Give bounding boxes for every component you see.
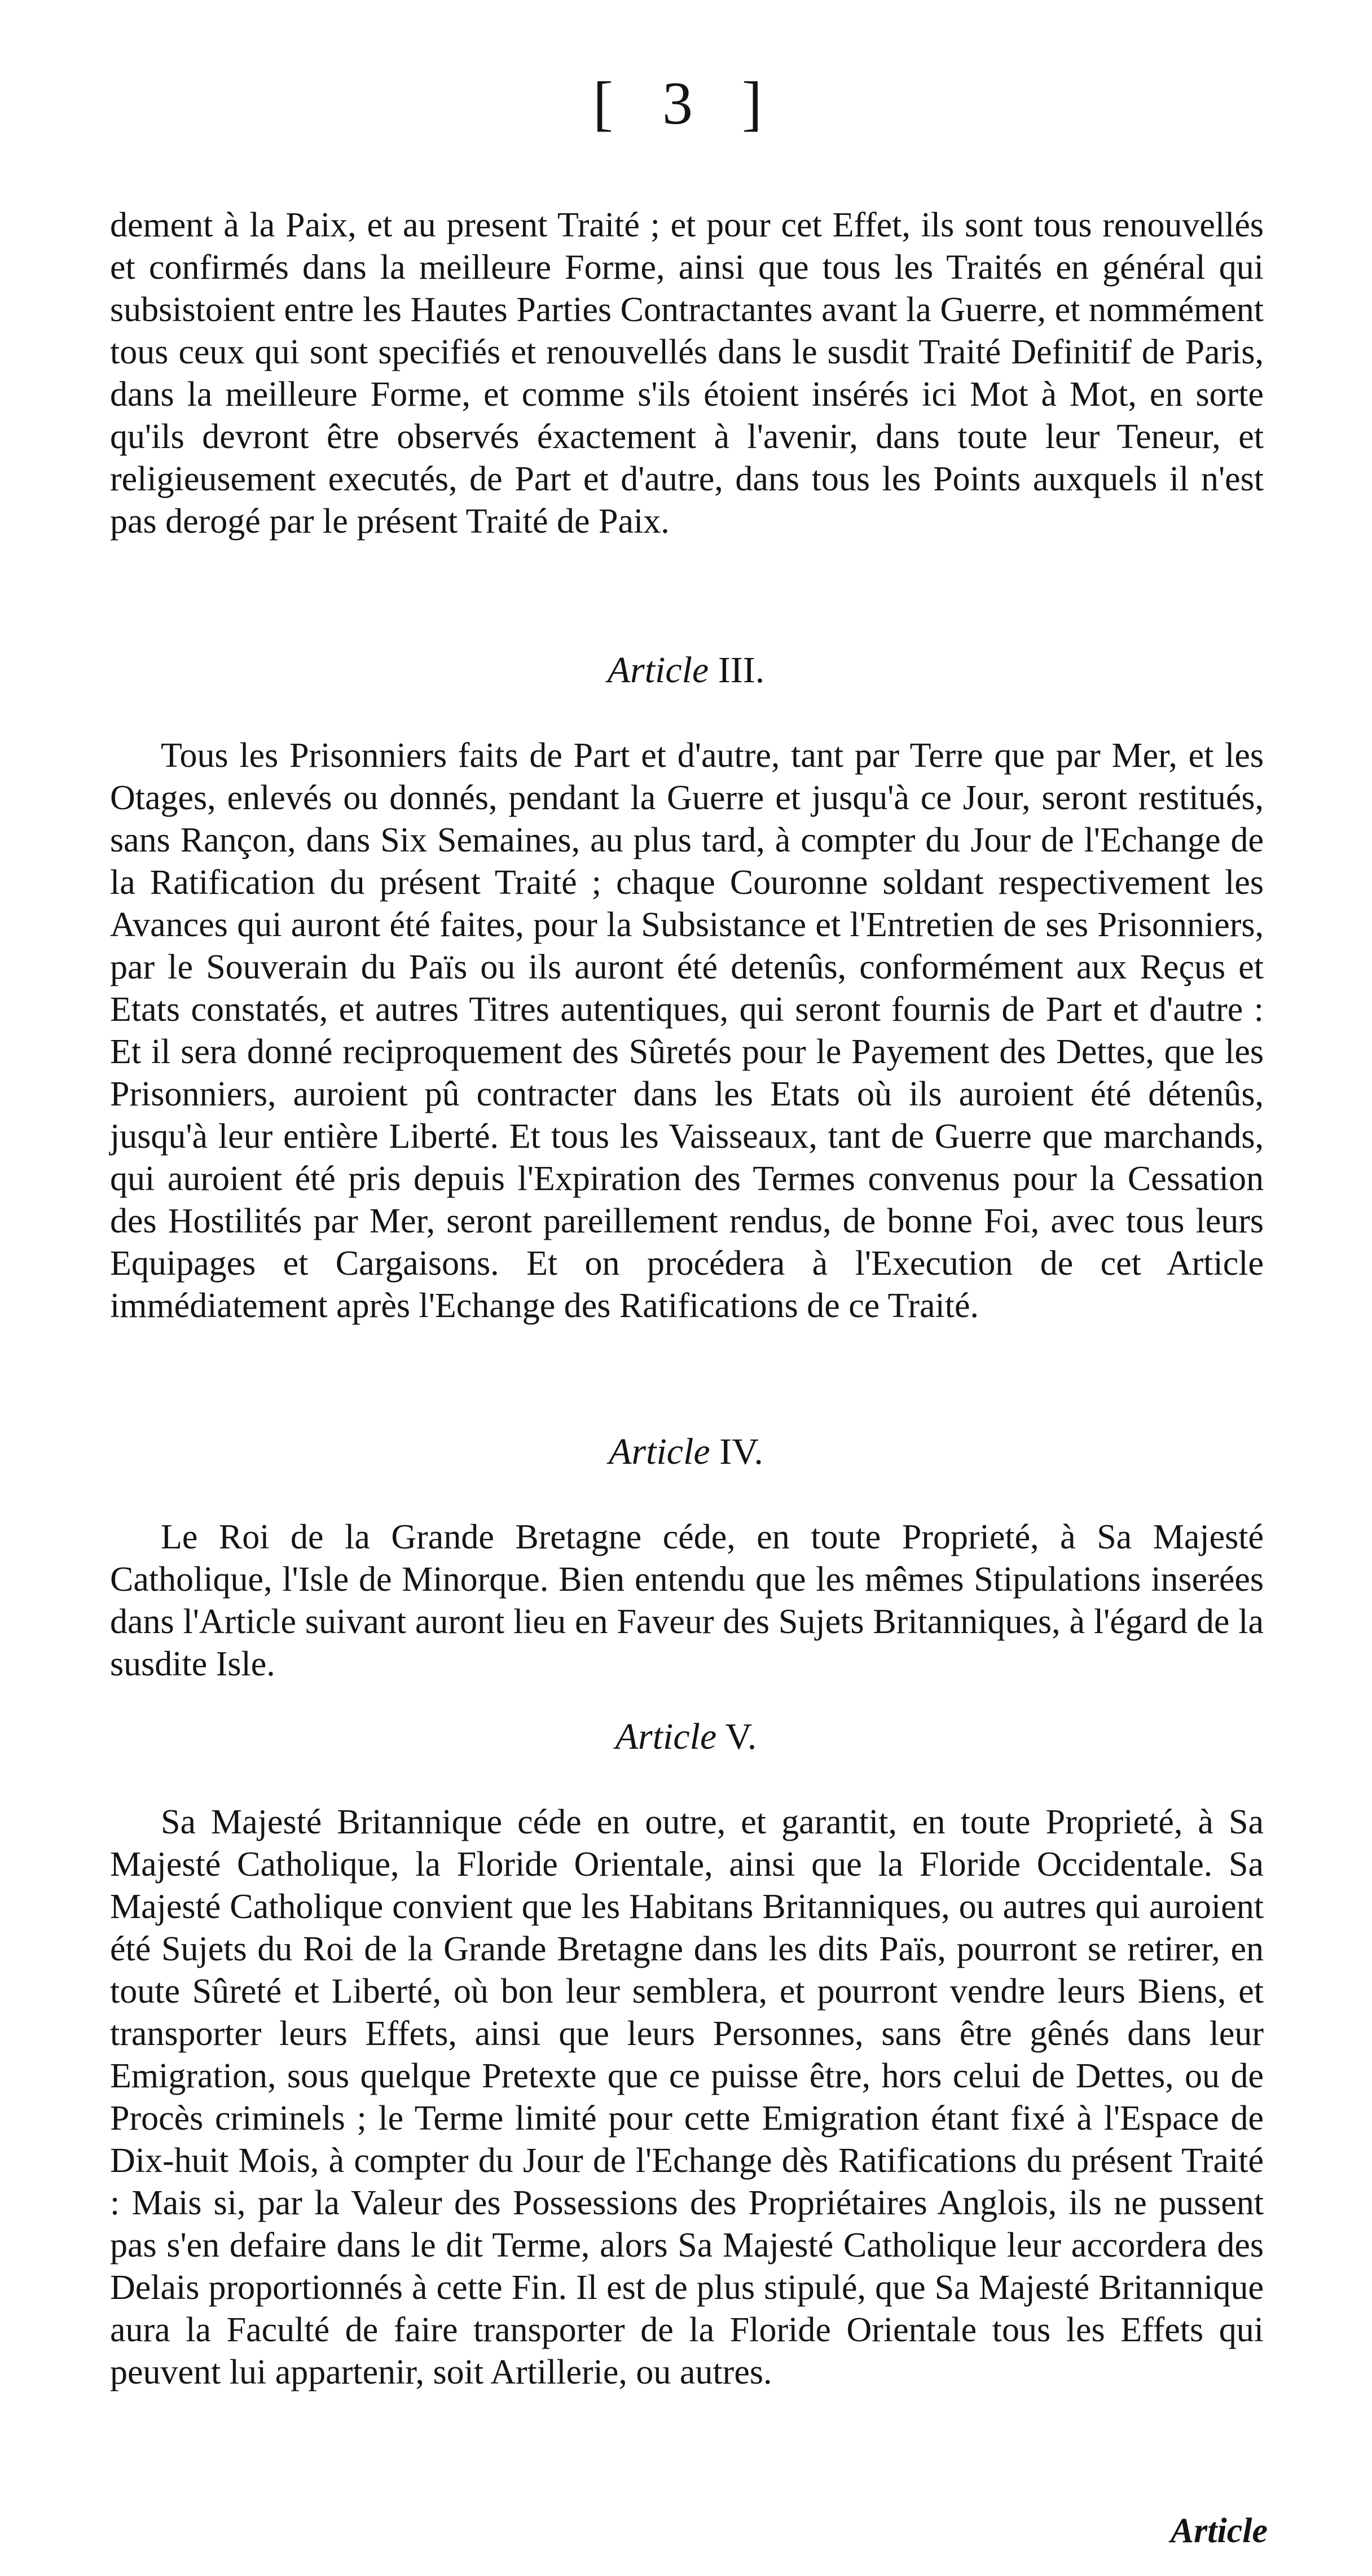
article-heading-number: IV. [719,1431,763,1472]
article-heading-word: Article [607,650,709,691]
article-heading [0,652,1372,689]
article-heading [0,1433,1372,1471]
catchword: Article [1170,2512,1268,2550]
article-heading [0,1718,1372,1756]
article-heading-word: Article [609,1431,710,1472]
article-paragraph: Sa Majesté Britannique céde en outre, et garantit, en toute Proprieté, à Sa Majesté Catholique, la Floride Orientale, ainsi que la Floride Occidentale. Sa Majesté Catholique convient que les Habitans Britanniques, ou autres qui auroient été Sujets du Roi de la Grande Bretagne dans les dits Païs, pourront se retirer, en toute Sûreté et Liberté, où bon leur semblera, et pourront vendre leurs Biens, et transporter leurs Effets, ainsi que leurs Personnes, sans être gênés dans leur Emigration, sous quelque Pretexte que ce puisse être, hors celui de Dettes, ou de Procès criminels ; le Terme limité pour cette Emigration étant fixé à l'Espace de Dix-huit Mois, à compter du Jour de l'Echange dès Ratifications du présent Traité : Mais si, par la Valeur des Possessions des Propriétaires Anglois, ils ne pussent pas s'en defaire dans le dit Terme, alors Sa Majesté Catholique leur accordera des Delais proportionnés à cette Fin. Il est de plus stipulé, que Sa Majesté Britannique aura la Faculté de faire transporter de la Floride Orientale tous les Effets qui peuvent lui appartenir, soit Artillerie, ou autres. [110,1803,1264,2391]
article-paragraph: Le Roi de la Grande Bretagne céde, en toute Proprieté, à Sa Majesté Catholique, l'Isle de Minorque. Bien entendu que les mêmes Stipulations inserées dans l'Article suivant auront lieu en Faveur des Sujets Britanniques, à l'égard de la susdite Isle. [110,1518,1264,1683]
article-heading-word: Article [615,1716,717,1757]
continuation-paragraph: dement à la Paix, et au present Traité ; et pour cet Effet, ils sont tous renouvellés et confirmés dans la meilleure Forme, ainsi que tous les Traités en général qui subsistoient entre les Hautes Parties Contractantes avant la Guerre, et nommément tous ceux qui sont specifiés et renouvellés dans le susdit Traité Definitif de Paris, dans la meilleure Forme, et comme s'ils étoient insérés ici Mot à Mot, en sorte qu'ils devront être observés éxactement à l'avenir, dans toute leur Teneur, et religieusement executés, de Part et d'autre, dans tous les Points auxquels il n'est pas derogé par le présent Traité de Paix. [110,206,1264,541]
article-heading-number: V. [725,1716,757,1757]
page-number-header: [ 3 ] [593,70,779,137]
article-heading-number: III. [718,650,765,691]
article-paragraph: Tous les Prisonniers faits de Part et d'autre, tant par Terre que par Mer, et les Otages, enlevés ou donnés, pendant la Guerre et jusqu'à ce Jour, seront restitués, sans Rançon, dans Six Semaines, au plus tard, à compter du Jour de l'Echange de la Ratification du présent Traité ; chaque Couronne soldant respectivement les Avances qui auront été faites, pour la Subsistance et l'Entretien de ses Prisonniers, par le Souverain du Païs ou ils auront été detenûs, conformément aux Reçus et Etats constatés, et autres Titres autentiques, qui seront fournis de Part et d'autre : Et il sera donné reciproquement des Sûretés pour le Payement des Dettes, que les Prisonniers, auroient pû contracter dans les Etats où ils auroient été détenûs, jusqu'à leur entière Liberté. Et tous les Vaisseaux, tant de Guerre que marchands, qui auroient été pris depuis l'Expiration des Termes convenus pour la Cessation des Hostilités par Mer, seront pareillement rendus, de bonne Foi, avec tous leurs Equipages et Cargaisons. Et on procédera à l'Execution de cet Article immédiatement après l'Echange des Ratifications de ce Traité. [110,736,1264,1325]
